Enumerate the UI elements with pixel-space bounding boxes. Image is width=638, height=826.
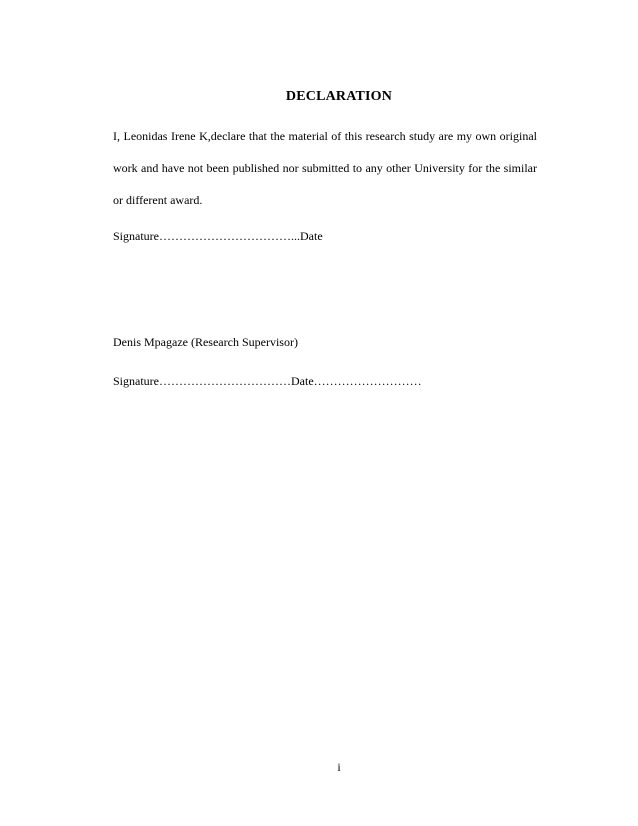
supervisor-name: Denis Mpagaze (Research Supervisor) bbox=[113, 335, 298, 349]
student-signature-line: Signature……………………………...Date bbox=[113, 229, 323, 243]
supervisor-signature-line: Signature……………………………Date……………………… bbox=[113, 374, 422, 388]
declaration-paragraph: I, Leonidas Irene K,declare that the material of this research study are my own original work and have not been published nor submitted to any other University for the similar or different award. bbox=[113, 129, 537, 207]
page-number: i bbox=[337, 760, 341, 774]
declaration-heading: DECLARATION bbox=[285, 89, 393, 104]
